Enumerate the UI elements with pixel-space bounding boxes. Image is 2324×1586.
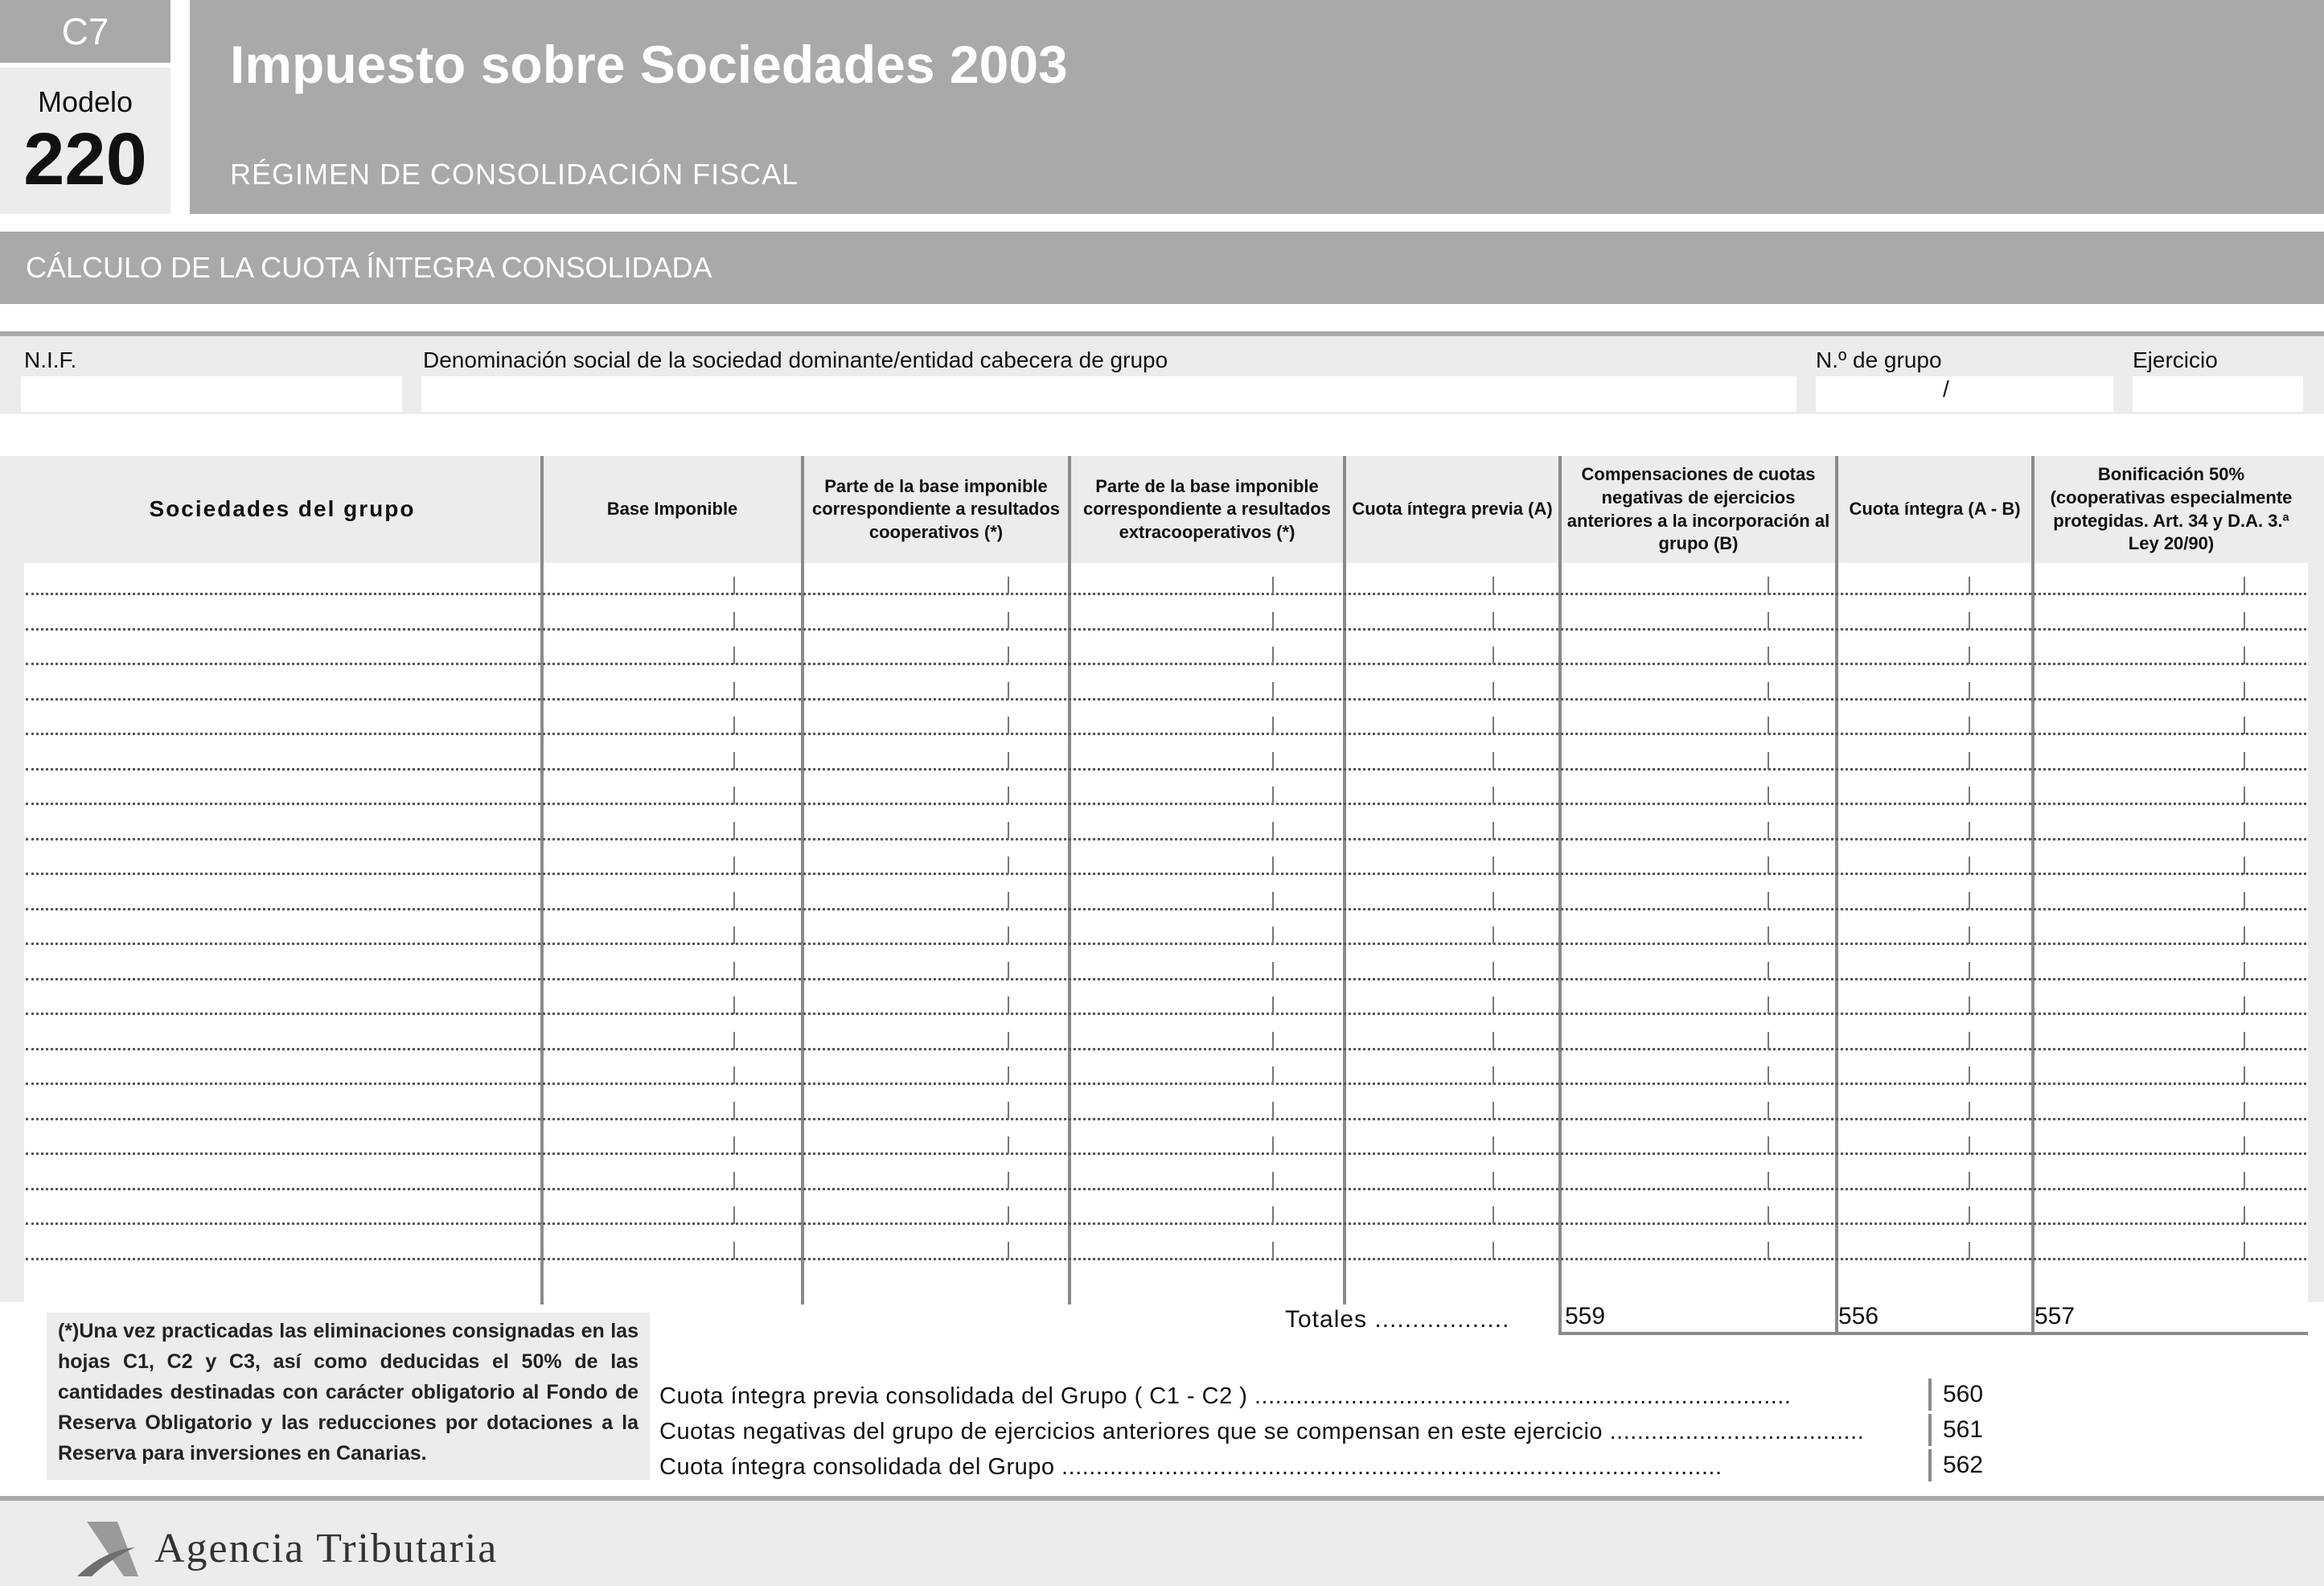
decimal-tick <box>1768 1136 1769 1154</box>
decimal-tick <box>1272 682 1274 700</box>
column-divider <box>801 456 804 1305</box>
decimal-tick <box>733 1066 735 1084</box>
decimal-tick <box>1969 857 1970 874</box>
decimal-tick <box>733 822 735 840</box>
grupo-label: N.º de grupo <box>1816 347 1942 372</box>
decimal-tick <box>1768 822 1769 840</box>
column-header-compensaciones: Compensaciones de cuotas negativas de ejercicios anteriores a la incorporación al grupo (B) <box>1566 464 1830 554</box>
decimal-tick <box>1768 1066 1769 1084</box>
total-cell-557[interactable] <box>2035 1303 2308 1335</box>
decimal-tick <box>2244 752 2245 770</box>
modelo-number: 220 <box>23 118 147 200</box>
decimal-tick <box>733 577 735 594</box>
table-row[interactable] <box>26 1118 2306 1120</box>
total-code-559: 559 <box>1565 1303 1606 1329</box>
decimal-tick <box>1272 892 1274 910</box>
table-row[interactable] <box>26 698 2306 701</box>
column-header-cuota-integra: Cuota íntegra (A - B) <box>1849 499 2021 520</box>
modelo-label: Modelo <box>37 85 133 118</box>
decimal-tick <box>2244 927 2245 944</box>
agency-name: Agencia Tributaria <box>154 1526 499 1572</box>
decimal-tick <box>1969 682 1970 700</box>
decimal-tick <box>1272 1242 1274 1259</box>
column-header-base-imponible: Base Imponible <box>606 499 738 520</box>
decimal-tick <box>1768 962 1769 980</box>
decimal-tick <box>733 1032 735 1050</box>
decimal-tick <box>1768 1102 1769 1120</box>
decimal-tick <box>1008 1066 1009 1084</box>
decimal-tick <box>1272 822 1274 840</box>
decimal-tick <box>1969 647 1970 664</box>
decimal-tick <box>733 892 735 910</box>
decimal-tick <box>1008 1032 1009 1050</box>
decimal-tick <box>1008 787 1009 804</box>
table-row[interactable] <box>26 873 2306 875</box>
decimal-tick <box>1008 962 1009 980</box>
decimal-tick <box>1272 857 1274 874</box>
table-row[interactable] <box>26 1153 2306 1155</box>
decimal-tick <box>1969 962 1970 980</box>
decimal-tick <box>2244 787 2245 804</box>
decimal-tick <box>1008 1102 1009 1120</box>
decimal-tick <box>733 1206 735 1224</box>
decimal-tick <box>1493 962 1494 980</box>
decimal-tick <box>2244 1242 2245 1259</box>
decimal-tick <box>733 682 735 700</box>
table-row[interactable] <box>26 1258 2306 1260</box>
ejercicio-field[interactable] <box>2133 376 2303 412</box>
decimal-tick <box>1493 892 1494 910</box>
denominacion-label: Denominación social de la sociedad dominante/entidad cabecera de grupo <box>423 347 1168 372</box>
agencia-tributaria-logo-icon <box>71 1517 145 1581</box>
decimal-tick <box>1008 996 1009 1014</box>
column-divider <box>1835 456 1838 1335</box>
decimal-tick <box>1969 822 1970 840</box>
decimal-tick <box>1969 1172 1970 1190</box>
decimal-tick <box>1969 892 1970 910</box>
table-row[interactable] <box>26 943 2306 945</box>
decimal-tick <box>733 996 735 1014</box>
column-header-bonificacion: Bonificación 50% (cooperativas especialmente protegidas. Art. 34 y D.A. 3.ª Ley 20/90) <box>2050 464 2293 554</box>
grupo-separator: / <box>1943 376 1949 401</box>
decimal-tick <box>2244 822 2245 840</box>
decimal-tick <box>733 612 735 630</box>
decimal-tick <box>1493 787 1494 804</box>
table-row[interactable] <box>26 803 2306 805</box>
table-row[interactable] <box>26 1048 2306 1050</box>
decimal-tick <box>733 857 735 874</box>
column-divider <box>1558 456 1562 1335</box>
grupo-field[interactable] <box>1816 376 2113 412</box>
totals-label: Totales .................. <box>1285 1306 1510 1333</box>
decimal-tick <box>1008 1136 1009 1154</box>
decimal-tick <box>1969 1242 1970 1259</box>
decimal-tick <box>1768 1206 1769 1224</box>
decimal-tick <box>1272 1102 1274 1120</box>
decimal-tick <box>1969 1206 1970 1224</box>
decimal-tick <box>733 1136 735 1154</box>
decimal-tick <box>2244 857 2245 874</box>
decimal-tick <box>733 1172 735 1190</box>
decimal-tick <box>1008 647 1009 664</box>
decimal-tick <box>1768 717 1769 734</box>
nif-field[interactable] <box>21 376 402 412</box>
decimal-tick <box>1272 787 1274 804</box>
decimal-tick <box>1969 1102 1970 1120</box>
decimal-tick <box>1969 717 1970 734</box>
decimal-tick <box>1493 1032 1494 1050</box>
column-header-cooperativos: Parte de la base imponible correspondiente a resultados cooperativos (*) <box>811 475 1061 542</box>
decimal-tick <box>1008 1242 1009 1259</box>
table-row[interactable] <box>26 628 2306 631</box>
column-header-sociedades: Sociedades del grupo <box>149 496 416 522</box>
decimal-tick <box>2244 1102 2245 1120</box>
decimal-tick <box>2244 1172 2245 1190</box>
decimal-tick <box>1008 1206 1009 1224</box>
decimal-tick <box>1768 787 1769 804</box>
decimal-tick <box>1768 577 1769 594</box>
decimal-tick <box>1493 822 1494 840</box>
decimal-tick <box>1272 1032 1274 1050</box>
decimal-tick <box>1008 577 1009 594</box>
table-row[interactable] <box>26 978 2306 980</box>
decimal-tick <box>2244 1206 2245 1224</box>
decimal-tick <box>1493 1102 1494 1120</box>
decimal-tick <box>2244 1066 2245 1084</box>
decimal-tick <box>1272 996 1274 1014</box>
table-row[interactable] <box>26 838 2306 840</box>
decimal-tick <box>733 1242 735 1259</box>
form-title: Impuesto sobre Sociedades 2003 <box>230 35 1068 94</box>
table-body <box>24 563 2308 1303</box>
decimal-tick <box>1008 927 1009 944</box>
decimal-tick <box>1493 682 1494 700</box>
decimal-tick <box>2244 682 2245 700</box>
decimal-tick <box>1493 1242 1494 1259</box>
decimal-tick <box>2244 962 2245 980</box>
decimal-tick <box>1768 1032 1769 1050</box>
decimal-tick <box>1768 682 1769 700</box>
decimal-tick <box>1493 717 1494 734</box>
decimal-tick <box>1272 1136 1274 1154</box>
decimal-tick <box>1008 1172 1009 1190</box>
decimal-tick <box>1768 892 1769 910</box>
summary-label-562: Cuota íntegra consolidada del Grupo ................................................................................................ <box>659 1454 1722 1480</box>
decimal-tick <box>1493 577 1494 594</box>
decimal-tick <box>1493 752 1494 770</box>
decimal-tick <box>1008 892 1009 910</box>
title-band <box>190 0 2324 214</box>
decimal-tick <box>1768 857 1769 874</box>
total-code-557: 557 <box>2035 1303 2076 1329</box>
decimal-tick <box>1493 857 1494 874</box>
decimal-tick <box>1969 996 1970 1014</box>
summary-field-561[interactable]: 561 <box>1928 1414 2308 1446</box>
decimal-tick <box>1008 752 1009 770</box>
decimal-tick <box>2244 577 2245 594</box>
decimal-tick <box>1969 1136 1970 1154</box>
decimal-tick <box>1493 996 1494 1014</box>
decimal-tick <box>1768 752 1769 770</box>
summary-label-561: Cuotas negativas del grupo de ejercicios anteriores que se compensan en este ejercicio ..................................... <box>659 1419 1865 1444</box>
table-row[interactable] <box>26 1222 2306 1225</box>
decimal-tick <box>1768 1242 1769 1259</box>
decimal-tick <box>733 717 735 734</box>
decimal-tick <box>1768 996 1769 1014</box>
decimal-tick <box>1008 717 1009 734</box>
decimal-tick <box>1493 927 1494 944</box>
decimal-tick <box>1969 577 1970 594</box>
decimal-tick <box>733 962 735 980</box>
total-code-556: 556 <box>1838 1303 1879 1329</box>
column-header-cuota-previa: Cuota íntegra previa (A) <box>1352 499 1553 520</box>
decimal-tick <box>1969 927 1970 944</box>
table-row[interactable] <box>26 663 2306 665</box>
table-row[interactable] <box>26 593 2306 595</box>
decimal-tick <box>1493 1136 1494 1154</box>
decimal-tick <box>1493 1066 1494 1084</box>
table-row[interactable] <box>26 1083 2306 1085</box>
companies-table <box>0 456 2324 1302</box>
decimal-tick <box>1272 752 1274 770</box>
decimal-tick <box>1768 1172 1769 1190</box>
decimal-tick <box>733 647 735 664</box>
column-divider <box>1343 456 1346 1305</box>
decimal-tick <box>1272 1206 1274 1224</box>
form-subtitle: RÉGIMEN DE CONSOLIDACIÓN FISCAL <box>230 158 799 191</box>
decimal-tick <box>1272 577 1274 594</box>
decimal-tick <box>1272 612 1274 630</box>
nif-label: N.I.F. <box>24 347 77 372</box>
footer <box>0 1496 2324 1586</box>
modelo-box <box>0 68 170 214</box>
decimal-tick <box>1969 1032 1970 1050</box>
decimal-tick <box>1969 1066 1970 1084</box>
decimal-tick <box>2244 996 2245 1014</box>
summary-label-560: Cuota íntegra previa consolidada del Grupo ( C1 - C2 ) .............................................................................. <box>659 1383 1792 1409</box>
decimal-tick <box>1272 927 1274 944</box>
decimal-tick <box>1272 647 1274 664</box>
decimal-tick <box>1008 822 1009 840</box>
decimal-tick <box>2244 647 2245 664</box>
decimal-tick <box>1768 612 1769 630</box>
decimal-tick <box>1008 612 1009 630</box>
ejercicio-label: Ejercicio <box>2133 347 2218 372</box>
identification-strip <box>0 331 2324 414</box>
summary-field-560[interactable]: 560 <box>1928 1379 2308 1411</box>
decimal-tick <box>1008 682 1009 700</box>
decimal-tick <box>1768 647 1769 664</box>
denominacion-field[interactable] <box>421 376 1796 412</box>
decimal-tick <box>2244 612 2245 630</box>
decimal-tick <box>2244 717 2245 734</box>
decimal-tick <box>2244 1032 2245 1050</box>
decimal-tick <box>1272 1172 1274 1190</box>
decimal-tick <box>733 1102 735 1120</box>
table-row[interactable] <box>26 1013 2306 1015</box>
decimal-tick <box>1969 752 1970 770</box>
sheet-code: C7 <box>0 0 170 63</box>
decimal-tick <box>2244 892 2245 910</box>
column-divider <box>540 456 544 1305</box>
table-row[interactable] <box>26 768 2306 770</box>
decimal-tick <box>1768 927 1769 944</box>
decimal-tick <box>1008 857 1009 874</box>
decimal-tick <box>1969 612 1970 630</box>
table-row[interactable] <box>26 733 2306 735</box>
footnote: (*)Una vez practicadas las eliminaciones consignadas en las hojas C1, C2 y C3, así como deducidas el 50% de las cantidades destinadas con carácter obligatorio al Fondo de Reserva Obligatorio y las reducciones por dotaciones a la Reserva para inversiones en Canarias. <box>47 1313 650 1480</box>
table-row[interactable] <box>26 1188 2306 1190</box>
decimal-tick <box>733 752 735 770</box>
decimal-tick <box>1493 1206 1494 1224</box>
decimal-tick <box>1493 1172 1494 1190</box>
column-header-extracooperativos: Parte de la base imponible correspondiente a resultados extracooperativos (*) <box>1082 475 1332 542</box>
decimal-tick <box>1493 647 1494 664</box>
decimal-tick <box>1969 787 1970 804</box>
decimal-tick <box>1272 962 1274 980</box>
decimal-tick <box>1493 612 1494 630</box>
decimal-tick <box>1272 1066 1274 1084</box>
table-row[interactable] <box>26 908 2306 910</box>
column-divider <box>1068 456 1071 1305</box>
decimal-tick <box>733 927 735 944</box>
summary-field-562[interactable]: 562 <box>1928 1449 2308 1481</box>
column-divider <box>2031 456 2035 1335</box>
section-title: CÁLCULO DE LA CUOTA ÍNTEGRA CONSOLIDADA <box>0 232 2324 304</box>
decimal-tick <box>733 787 735 804</box>
decimal-tick <box>2244 1136 2245 1154</box>
decimal-tick <box>1272 717 1274 734</box>
